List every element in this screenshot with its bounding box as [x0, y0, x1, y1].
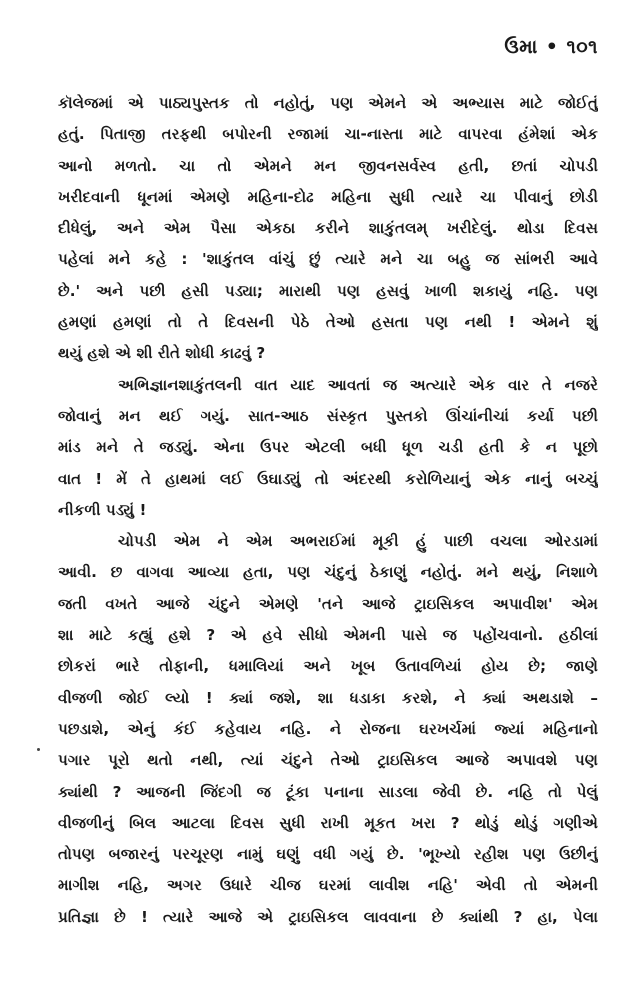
running-head	[504, 36, 598, 58]
book-title: ઉમા	[504, 36, 538, 58]
text-line: આવી. છ વાગવા આવ્યા હતા, પણ ચંદુનું ઠેકાણું નહોતું. મને થયું, નિશાળે	[58, 563, 598, 582]
margin-speck	[37, 748, 40, 751]
text-line: પછડાશે, એનું કંઈ કહેવાય નહિ. ને રોજના ઘરખર્ચમાં જ્યાં મહિનાનો	[58, 719, 598, 738]
text-line: કૉલેજમાં એ પાઠ્યપુસ્તક તો નહોતું, પણ એમને એ અભ્યાસ માટે જોઈતું	[58, 94, 598, 112]
text-line: તોપણ બજારનું પરચૂરણ નામું ઘણું વધી ગયું છે. 'ભૂખ્યો રહીશ પણ ઉછીનું	[58, 845, 598, 864]
text-line: વાત ! મેં તે હાથમાં લઈ ઉઘાડ્યું તો અંદરથી કરોળિયાનું એક નાનું બચ્ચું	[58, 469, 598, 488]
text-line: છોકરાં ભારે તોફાની, ધમાલિયાં અને ખૂબ ઉતાવળિયાં હોય છે; જાણે	[58, 657, 598, 676]
body-text	[58, 88, 598, 933]
text-line: માંડ મને તે જડ્યું. એના ઉપર એટલી બધી ધૂળ ચડી હતી કે ન પૂછો	[58, 438, 598, 457]
text-line: શા માટે કહ્યું હશે ? એ હવે સીધો એમની પાસે જ પહોંચવાનો. હઠીલાં	[58, 626, 598, 645]
text-line: ક્યાંથી ? આજની જિંદગી જ ટૂંકા પનાના સાડલા જેવી છે. નહિ તો પેલું	[58, 782, 598, 801]
text-line: પ્રતિજ્ઞા છે ! ત્યારે આજે એ ટ્રાઇસિકલ લાવવાના છે ક્યાંથી ? હા, પેલા	[58, 907, 598, 926]
paragraph-first-line: ચોપડી એમ ને એમ અભરાઈમાં મૂકી હું પાછી વચલા ઓરડામાં	[118, 532, 598, 551]
text-line: દીધેલું, અને એમ પૈસા એકઠા કરીને શાકુંતલમ્ ખરીદેલું. થોડા દિવસ	[58, 219, 598, 238]
text-line: હમણાં હમણાં તો તે દિવસની પેઠે તેઓ હસતા પણ નથી ! એમને શું	[58, 313, 598, 332]
text-line: જોવાનું મન થઈ ગયું. સાત-આઠ સંસ્કૃત પુસ્તકો ઊંચાંનીચાં કર્યા પછી	[58, 406, 598, 425]
text-line: પગાર પૂરો થતો નથી, ત્યાં ચંદુને તેઓ ટ્રાઇસિકલ આજે અપાવશે પણ	[58, 751, 598, 770]
text-line: માગીશ નહિ, અગર ઉધારે ચીજ ઘરમાં લાવીશ નહિ' એવી તો એમની	[58, 876, 598, 895]
text-line: વીજળીનું બિલ આટલા દિવસ સુધી રાખી મૂકત ખરા ? થોડું થોડું ગણીએ	[58, 813, 598, 832]
text-line: પહેલાં મને કહે : 'શાકુંતલ વાંચું છું ત્યારે મને ચા બહુ જ સાંભરી આવે	[58, 250, 598, 269]
text-line: હતું. પિતાજી તરફથી બપોરની રજામાં ચા-નાસ્તા માટે વાપરવા હંમેશાં એક	[58, 125, 598, 144]
text-line: જતી વખતે આજે ચંદુને એમણે 'તને આજે ટ્રાઇસિકલ અપાવીશ' એમ	[58, 594, 598, 613]
text-line: થયું હશે એ શી રીતે શોધી કાઢવું ?	[58, 344, 266, 363]
text-line: આનો મળતો. ચા તો એમને મન જીવનસર્વસ્વ હતી, છતાં ચોપડી	[58, 156, 598, 175]
text-line: નીકળી પડ્યું !	[58, 500, 147, 519]
separator-bullet: •	[545, 36, 559, 58]
text-line: છે.' અને પછી હસી પડ્યા; મારાથી પણ હસવું ખાળી શકાયું નહિ. પણ	[58, 281, 598, 300]
page-number: ૧૦૧	[566, 36, 598, 58]
text-line: વીજળી જોઈ લ્યો ! ક્યાં જશે, શા ધડાકા કરશે, ને ક્યાં અથડાશે –	[58, 688, 598, 707]
paragraph-first-line: અભિજ્ઞાનશાકુંતલની વાત યાદ આવતાં જ અત્યારે એક વાર તે નજરે	[118, 375, 598, 394]
text-line: ખરીદવાની ધૂનમાં એમણે મહિના-દોઢ મહિના સુધી ત્યારે ચા પીવાનું છોડી	[58, 187, 598, 206]
